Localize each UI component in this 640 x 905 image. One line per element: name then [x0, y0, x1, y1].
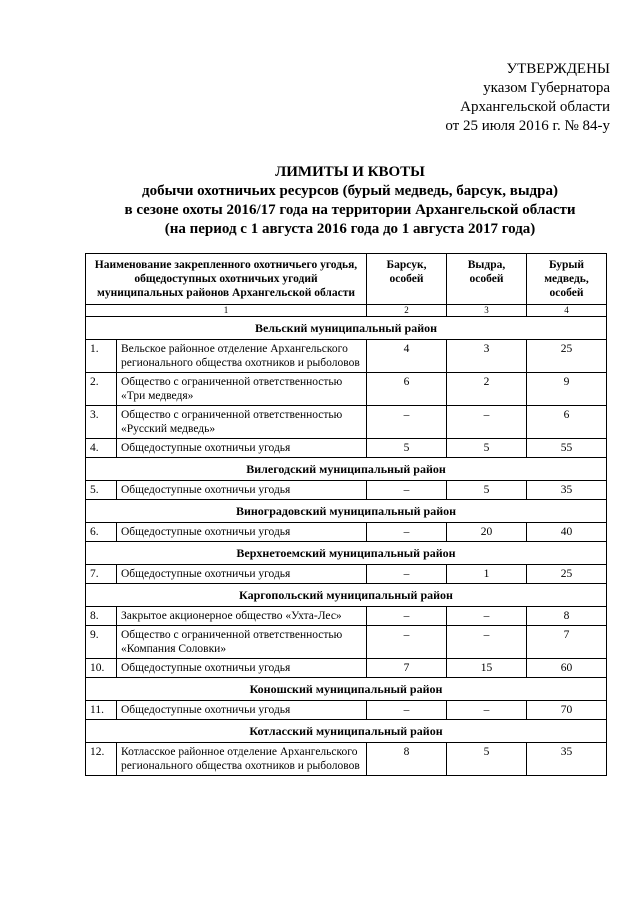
- row-number: 8.: [86, 607, 117, 626]
- table-row: [86, 743, 607, 776]
- header-otter: Выдра, особей: [447, 254, 527, 305]
- hunting-ground-name: Общедоступные охотничьи угодья: [117, 565, 367, 584]
- row-number: 4.: [86, 439, 117, 458]
- quota-table: [85, 253, 607, 776]
- otter-quota: 5: [447, 481, 527, 500]
- badger-quota: –: [367, 481, 447, 500]
- title-line-2: добычи охотничьих ресурсов (бурый медведь, барсук, выдра): [142, 183, 558, 199]
- document-title: [60, 163, 640, 239]
- row-number: 10.: [86, 659, 117, 678]
- badger-quota: –: [367, 701, 447, 720]
- row-number: 6.: [86, 523, 117, 542]
- table-row: [86, 607, 607, 626]
- hunting-ground-name: Закрытое акционерное общество «Ухта-Лес»: [117, 607, 367, 626]
- table-row: [86, 340, 607, 373]
- hunting-ground-name: Общество с ограниченной ответственностью «Компания Соловки»: [117, 626, 367, 659]
- bear-quota: 55: [527, 439, 607, 458]
- bear-quota: 70: [527, 701, 607, 720]
- badger-quota: 8: [367, 743, 447, 776]
- table-row: [86, 523, 607, 542]
- district-row: [86, 678, 607, 701]
- district-row: [86, 500, 607, 523]
- district-name: Виноградовский муниципальный район: [86, 500, 607, 523]
- hunting-ground-name: Общедоступные охотничьи угодья: [117, 481, 367, 500]
- badger-quota: –: [367, 607, 447, 626]
- district-row: [86, 542, 607, 565]
- title-line-4: (на период с 1 августа 2016 года до 1 августа 2017 года): [164, 221, 536, 237]
- hunting-ground-name: Общедоступные охотничьи угодья: [117, 439, 367, 458]
- bear-quota: 6: [527, 406, 607, 439]
- badger-quota: –: [367, 565, 447, 584]
- header-bear: Бурый медведь, особей: [527, 254, 607, 305]
- header-badger: Барсук, особей: [367, 254, 447, 305]
- otter-quota: –: [447, 701, 527, 720]
- otter-quota: 3: [447, 340, 527, 373]
- district-name: Каргопольский муниципальный район: [86, 584, 607, 607]
- badger-quota: –: [367, 406, 447, 439]
- row-number: 11.: [86, 701, 117, 720]
- badger-quota: 7: [367, 659, 447, 678]
- district-row: [86, 317, 607, 340]
- row-number: 5.: [86, 481, 117, 500]
- otter-quota: 1: [447, 565, 527, 584]
- hunting-ground-name: Общество с ограниченной ответственностью «Три медведя»: [117, 373, 367, 406]
- row-number: 3.: [86, 406, 117, 439]
- table-row: [86, 406, 607, 439]
- otter-quota: –: [447, 626, 527, 659]
- table-row: [86, 481, 607, 500]
- bear-quota: 8: [527, 607, 607, 626]
- bear-quota: 9: [527, 373, 607, 406]
- row-number: 1.: [86, 340, 117, 373]
- approval-title: УТВЕРЖДЕНЫ: [506, 61, 610, 77]
- colnum-1: 1: [86, 305, 367, 317]
- bear-quota: 35: [527, 481, 607, 500]
- hunting-ground-name: Общедоступные охотничьи угодья: [117, 523, 367, 542]
- hunting-ground-name: Общедоступные охотничьи угодья: [117, 659, 367, 678]
- approval-region: Архангельской области: [460, 99, 610, 115]
- column-number-row: [86, 305, 607, 317]
- hunting-ground-name: Вельское районное отделение Архангельского регионального общества охотников и рыболовов: [117, 340, 367, 373]
- district-row: [86, 720, 607, 743]
- bear-quota: 25: [527, 340, 607, 373]
- district-name: Вилегодский муниципальный район: [86, 458, 607, 481]
- table-row: [86, 439, 607, 458]
- table-header-row: [86, 254, 607, 305]
- row-number: 9.: [86, 626, 117, 659]
- badger-quota: –: [367, 626, 447, 659]
- otter-quota: 5: [447, 439, 527, 458]
- district-name: Верхнетоемский муниципальный район: [86, 542, 607, 565]
- table-row: [86, 626, 607, 659]
- district-row: [86, 458, 607, 481]
- colnum-4: 4: [527, 305, 607, 317]
- table-row: [86, 373, 607, 406]
- badger-quota: 4: [367, 340, 447, 373]
- bear-quota: 35: [527, 743, 607, 776]
- colnum-3: 3: [447, 305, 527, 317]
- otter-quota: 5: [447, 743, 527, 776]
- bear-quota: 25: [527, 565, 607, 584]
- row-number: 2.: [86, 373, 117, 406]
- district-row: [86, 584, 607, 607]
- table-row: [86, 565, 607, 584]
- approval-decree: указом Губернатора: [483, 80, 610, 96]
- approval-block: [360, 60, 610, 136]
- badger-quota: 5: [367, 439, 447, 458]
- row-number: 12.: [86, 743, 117, 776]
- hunting-ground-name: Общество с ограниченной ответственностью «Русский медведь»: [117, 406, 367, 439]
- otter-quota: –: [447, 406, 527, 439]
- approval-date: от 25 июля 2016 г. № 84-у: [445, 118, 610, 134]
- otter-quota: 20: [447, 523, 527, 542]
- otter-quota: 2: [447, 373, 527, 406]
- table-row: [86, 659, 607, 678]
- district-name: Вельский муниципальный район: [86, 317, 607, 340]
- district-name: Коношский муниципальный район: [86, 678, 607, 701]
- table-body: [86, 317, 607, 776]
- header-name: Наименование закрепленного охотничьего угодья, общедоступных охотничьих угодий муниципальных районов Архангельской области: [86, 254, 367, 305]
- district-name: Котласский муниципальный район: [86, 720, 607, 743]
- badger-quota: –: [367, 523, 447, 542]
- title-line-3: в сезоне охоты 2016/17 года на территории Архангельской области: [124, 202, 576, 218]
- bear-quota: 7: [527, 626, 607, 659]
- bear-quota: 40: [527, 523, 607, 542]
- otter-quota: –: [447, 607, 527, 626]
- colnum-2: 2: [367, 305, 447, 317]
- hunting-ground-name: Общедоступные охотничьи угодья: [117, 701, 367, 720]
- bear-quota: 60: [527, 659, 607, 678]
- table-row: [86, 701, 607, 720]
- hunting-ground-name: Котласское районное отделение Архангельского регионального общества охотников и рыболовов: [117, 743, 367, 776]
- row-number: 7.: [86, 565, 117, 584]
- otter-quota: 15: [447, 659, 527, 678]
- badger-quota: 6: [367, 373, 447, 406]
- title-line-1: ЛИМИТЫ И КВОТЫ: [275, 164, 425, 180]
